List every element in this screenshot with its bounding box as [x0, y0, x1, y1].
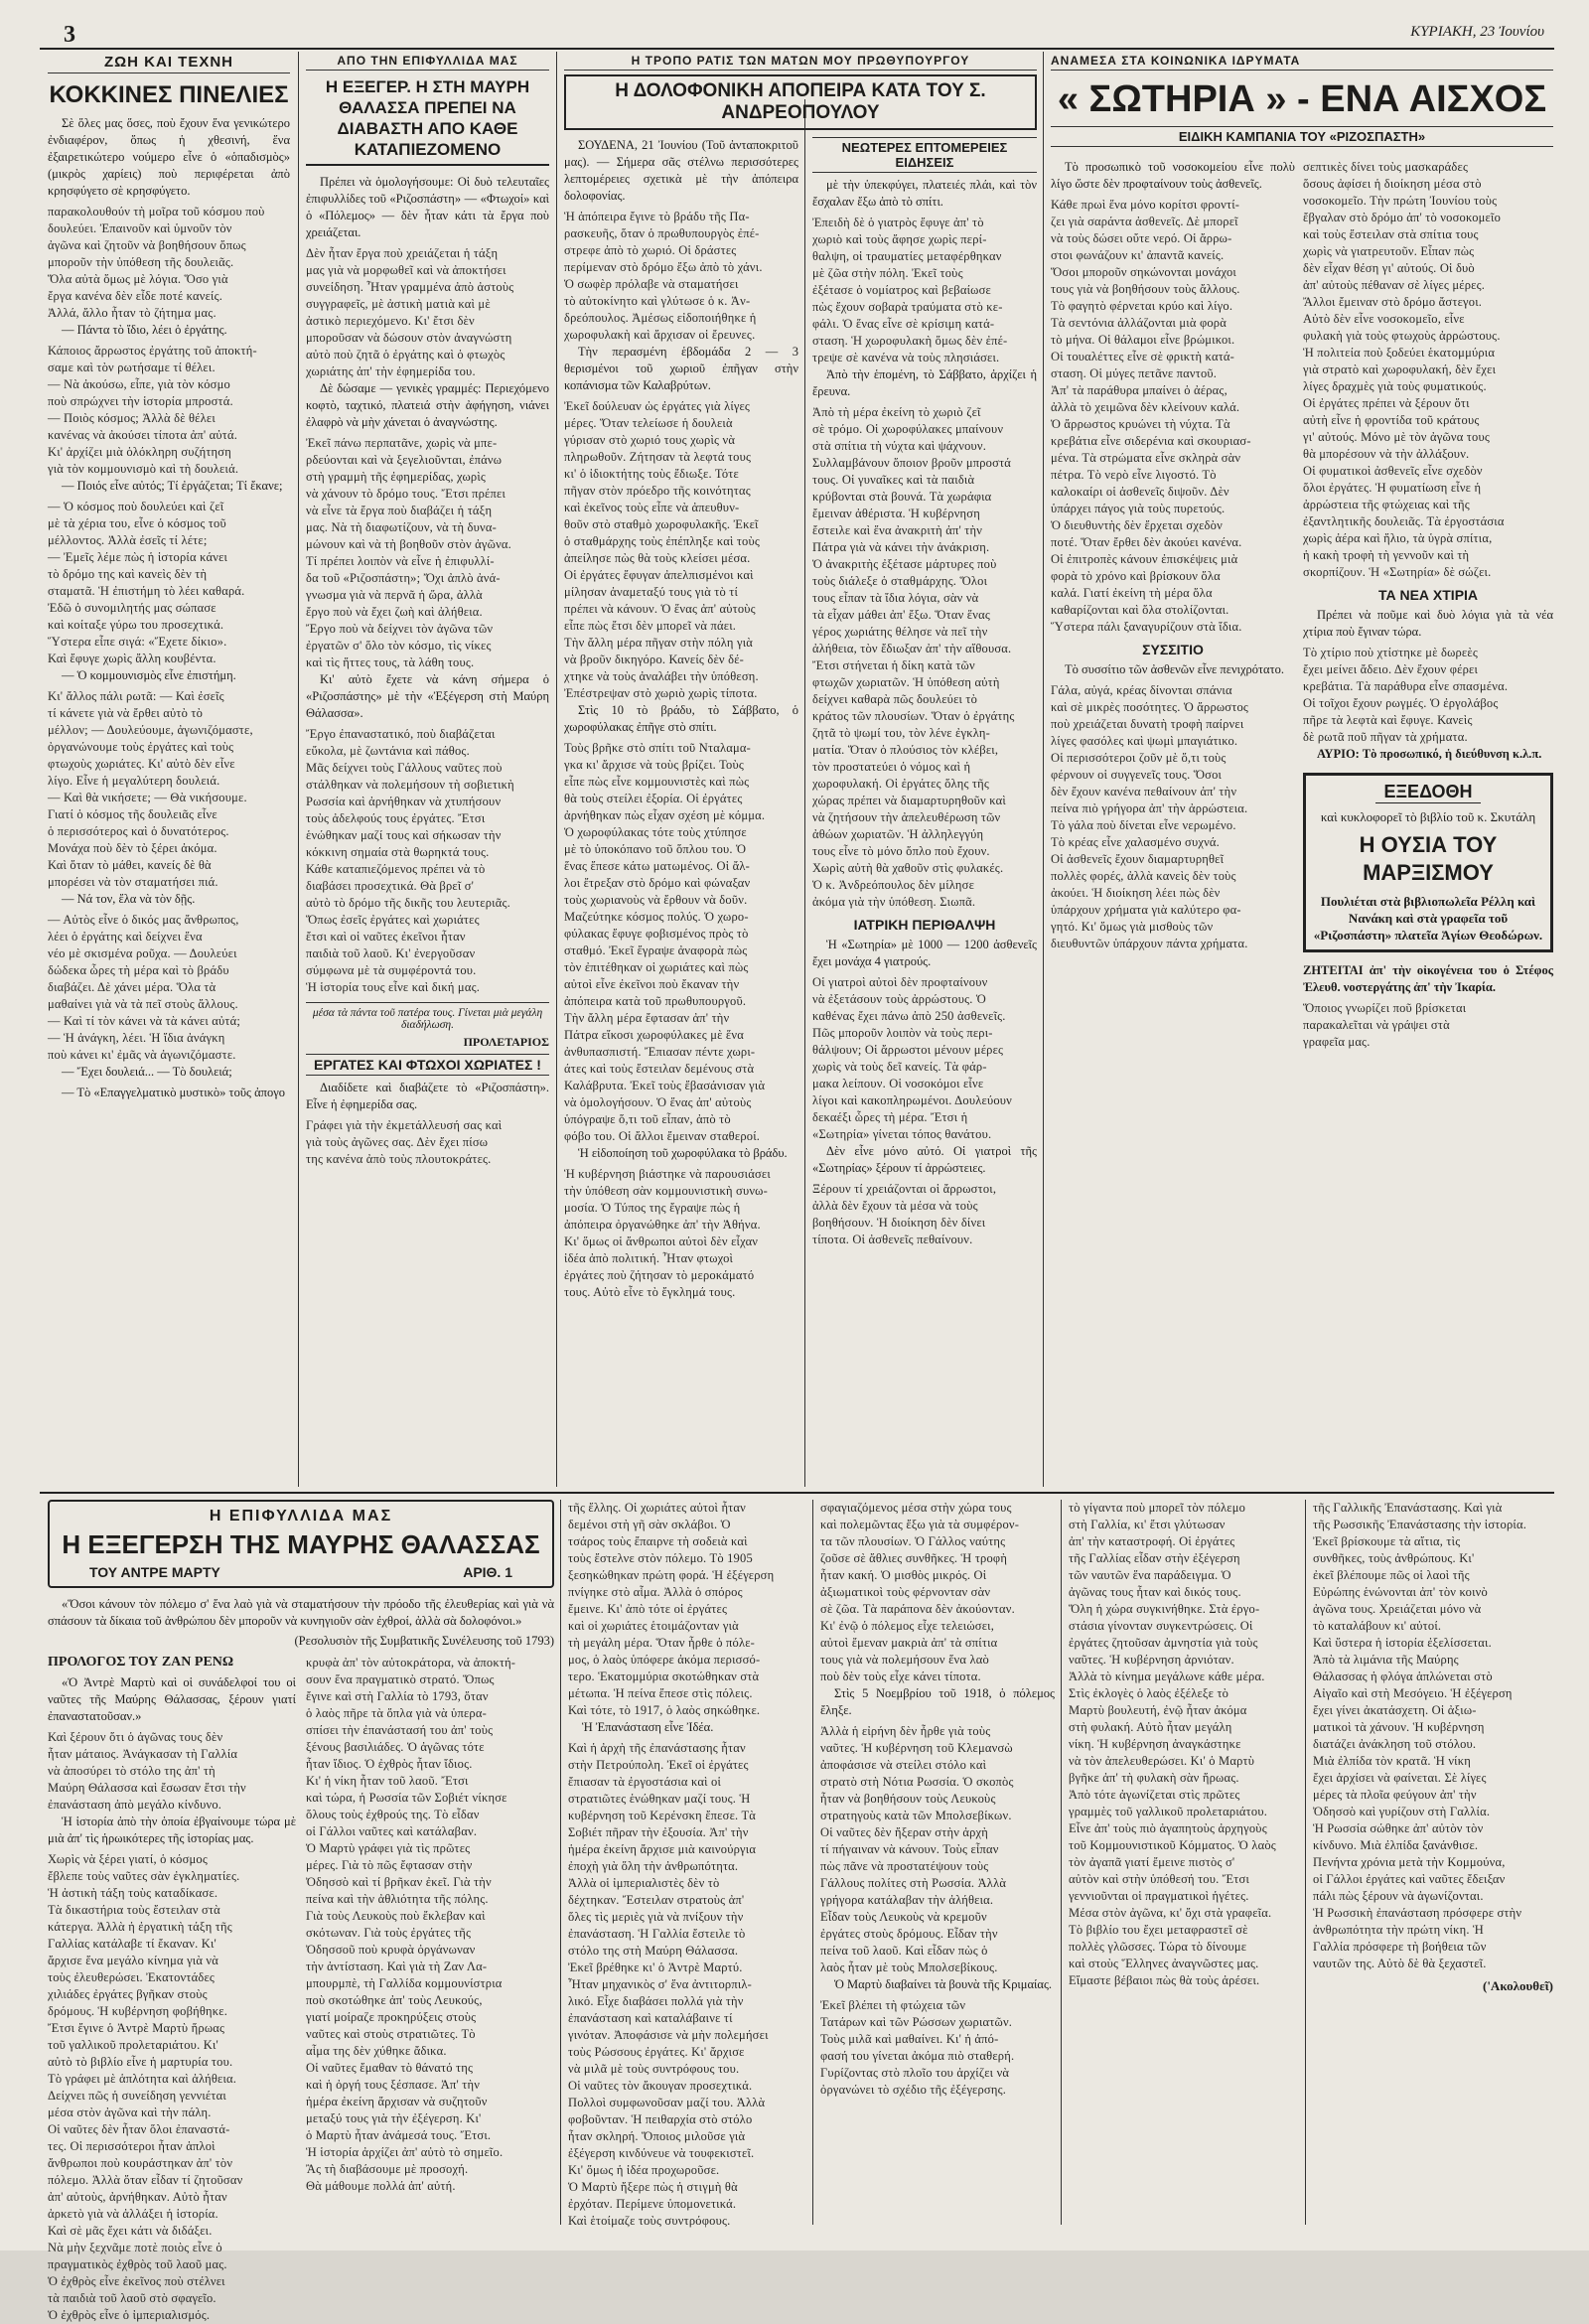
article-paragraph: Σὲ ὅλες μας ὅσες, ποὺ ἔχουν ἕνα γενικώτερο ἐνδιαφέρον, ὅπως ἡ χθεσινή, ἕνα ἐξαιρετικώτερο νούμερο εἶνε ὁ «ὁπαδισμὸς» (μικρὸς χαρίεις) ποὺ περιφέρεται ἀπὸ κρησφύγετο σὲ κρησφύγετο. [48, 116, 290, 198]
article-text-block: Γάλα, αὐγά, κρέας δίνονται σπάνια καὶ σὲ μικρὲς ποσότητες. Ὁ ἄρρωστος ποὺ χρειάζεται δυνατὴ τροφὴ παίρνει λίγες φασόλες καὶ ψωμὶ μπαγιάτικο. Οἱ περισσότεροι ζοῦν μὲ ὅ,τι τοὺς φέρνουν οἱ συγγενεῖς τους. Ὅσοι δὲν ἔχουν κανένα πεθαίνουν ἀπ' τὴν πείνα πιὸ γρήγορα ἀπ' τὴν ἀρρώστεια. Τὸ γάλα ποὺ δίνεται εἶνε νερωμένο. Τὸ κρέας εἶνε χαλασμένο συχνά. Οἱ ἀσθενεῖς ἔχουν διαμαρτυρηθεῖ πολλὲς φορές, ἀλλὰ κανεὶς δὲν τοὺς ἀκούει. Ἡ διοίκηση λέει πὼς δὲν ὑπάρχουν χρήματα γιὰ καλύτερο φα- γητό. Κι' ὅμως γιὰ μισθοὺς τῶν διευθυντῶν ὑπάρχουν πάντα χρήματα. [1051, 683, 1249, 950]
article-headline: ΚΟΚΚΙΝΕΣ ΠΙΝΕΛΙΕΣ [49, 81, 289, 108]
article-text-block: Ἀπὸ τὴ μέρα ἐκείνη τὸ χωριὸ ζεῖ σὲ τρόμο. Οἱ χωροφύλακες μπαίνουν στὰ σπίτια τὴ νύχτα καὶ ψάχνουν. Συλλαμβάνουν ὅποιον βροῦν μπροστά τους. Οἱ γυναῖκες καὶ τὰ παιδιὰ κρύβονται στὰ βουνά. Τὰ χωράφια ἔμειναν ἀθέριστα. Ἡ κυβέρνηση ἔστειλε καὶ ἕνα ἀνακριτὴ ἀπ' τὴν Πάτρα γιὰ νὰ κάνει τὴν ἀνάκριση. Ὁ ἀνακριτὴς ἐξέτασε μάρτυρες ποὺ τοὺς διάλεξε ὁ σταθμάρχης. Ὅλοι τους εἶπαν τὰ ἴδια λόγια, σὰν νὰ τὰ εἶχαν μάθει ἀπ' ἔξω. Ὅταν ἕνας γέρος χωριάτης θέλησε νὰ πεῖ τὴν ἀλήθεια, τὸν ἔδιωξαν ἀπ' τὴν αἴθουσα. Ἔτσι στήνεται ἡ δίκη κατὰ τῶν φτωχῶν χωριατῶν. Ἡ ὑπόθεση αὐτὴ δείχνει καθαρὰ πῶς δουλεύει τὸ κράτος τῶν πλουσίων. Ὅταν ὁ ἐργάτης ζητᾶ τὸ ψωμί του, τὸν λένε ἐγκλη- ματία. Ὅταν ὁ πλούσιος τὸν κλέβει, τὸν προστατεύει ὁ νόμος καὶ ἡ χωροφυλακή. Οἱ ἐργάτες ὅλης τῆς χώρας πρέπει νὰ διαμαρτυρηθοῦν καὶ νὰ ζητήσουν τὴν ἀπελευθέρωση τῶν ἀθώων χωριατῶν. Ἡ ἀλληλεγγύη τους εἶνε τὸ μόνο ὅπλο ποὺ ἔχουν. Χωρὶς αὐτὴ θὰ χαθοῦν στὶς φυλακές. Ὁ κ. Ἀνδρεόπουλος δὲν μίλησε ἀκόμα γιὰ τὴν ὑπόθεση. Σιωπᾶ. [812, 405, 1015, 909]
serial-epigraph: «Ὅσοι κάνουν τὸν πόλεμο σ' ἕνα λαὸ γιὰ νὰ σταματήσουν τὴν πρόοδο τῆς ἐλευθερίας καὶ γιὰ νὰ σπάσουν τὰ δίκαια τοῦ ἀνθρώπου δὲν μποροῦν νὰ κυνηγιοῦν σὰν ἐχθροί, ἀλλὰ σὰ δολοφόνοι.» [48, 1597, 554, 1628]
article-text-block: Κάποιος ἄρρωστος ἐργάτης τοῦ ἀποκτή- σαμε καὶ τὸν ρωτήσαμε τί θέλει. — Νὰ ἀκούσω, εἶπε, γιὰ τὸν κόσμο ποὺ σπρώχνει τὴν ἱστορία μπροστά. — Ποιὸς κόσμος; Ἀλλὰ δὲ θέλει κανένας νὰ ἀκούσει τίποτα ἀπ' αὐτά. Κι' ἀρχίζει μιὰ ὁλόκληρη συζήτηση γιὰ τὸν κομμουνισμὸ καὶ τὴ δουλειά. [48, 344, 257, 476]
serial-text-block: Καὶ ἡ ἀρχὴ τῆς ἐπανάστασης ἦταν στὴν Πετρούπολη. Ἐκεῖ οἱ ἐργάτες ἔπιασαν τὰ ἐργοστάσια καὶ οἱ στρατιῶτες ἑνώθηκαν μαζί τους. Ἡ κυβέρνηση τοῦ Κερένσκη ἔπεσε. Τὰ Σοβιέτ πῆραν τὴν ἐξουσία. Ἀπ' τὴν ἡμέρα ἐκείνη ἄρχισε μιὰ καινούργια ἐποχὴ γιὰ ὅλη τὴν ἀνθρωπότητα. Ἀλλὰ οἱ ἰμπεριαλιστὲς δὲν τὸ δέχτηκαν. Ἔστειλαν στρατοὺς ἀπ' ὅλες τὶς μεριὲς γιὰ νὰ πνίξουν τὴν ἐπανάσταση. Ἡ Γαλλία ἔστειλε τὸ στόλο της στὴ Μαύρη Θάλασσα. Ἐκεῖ βρέθηκε κι' ὁ Ἀντρὲ Μαρτύ. Ἦταν μηχανικὸς σ' ἕνα ἀντιτορπιλ- λικό. Εἶχε διαβάσει πολλά γιὰ τὴν ἐπανάσταση καὶ καταλάβαινε τί γινόταν. Ἀποφάσισε νὰ μὴν πολεμήσει τοὺς Ρώσσους ἐργάτες. Κι' ἄρχισε νὰ μιλᾶ μὲ τοὺς συντρόφους του. Οἱ ναῦτες τὸν ἄκουγαν προσεχτικά. Πολλοὶ συμφωνοῦσαν μαζί του. Ἀλλὰ φοβοῦνταν. Ἡ πειθαρχία στὸ στόλο ἦταν σκληρή. Ὅποιος μιλοῦσε γιὰ ἐξέγερση κινδύνευε νὰ τουφεκιστεῖ. Κι' ὅμως ἡ ἰδέα προχωροῦσε. Ὁ Μαρτὺ ἤξερε πὼς ἡ στιγμὴ θὰ ἐρχόταν. Περίμενε ὑπομονετικά. Καὶ ἑτοίμαζε τοὺς συντρόφους. [568, 1741, 769, 2228]
article-text-block: Ὅποιος γνωρίζει ποῦ βρίσκεται παρακαλεῖται νὰ γράψει στὰ γραφεῖα μας. [1303, 1001, 1467, 1049]
serial-title: Η ΕΞΕΓΕΡΣΗ ΤΗΣ ΜΑΥΡΗΣ ΘΑΛΑΣΣΑΣ [62, 1529, 540, 1559]
section-heading: ΤΑ ΝΕΑ ΧΤΙΡΙΑ [1377, 587, 1479, 603]
ad-text: Πουλιέται στὰ βιβλιοπωλεῖα Ρέλλη καὶ Νανάκη καὶ στὰ γραφεῖα τοῦ «Ριζοσπάστη» πλατεῖα Ἁγίων Θεοδώρων. [1313, 894, 1543, 943]
serial-column-d [1069, 1500, 1299, 2225]
article-text-block: παρακολουθούν τὴ μοῖρα τοῦ κόσμου ποὺ δουλεύει. Ἐπαινοῦν καὶ ὑμνοῦν τὸν ἀγῶνα καὶ ζητοῦν νὰ βοηθήσουν ὅπως μποροῦν τὴν ὑπόθεση τῆς δουλειᾶς. Ὅλα αὐτὰ ὅμως μὲ λόγια. Ὅσο γιὰ ἔργα κανένα δὲν εἶδε ποτέ κανείς. Ἀλλά, ἄλλο ἦταν τὸ ζήτημα μας. [48, 205, 265, 320]
section-kicker: ΖΩΗ ΚΑΙ ΤΕΧΝΗ [48, 54, 290, 73]
section-heading: ΙΑΤΡΙΚΗ ΠΕΡΙΘΑΛΨΗ [853, 917, 996, 933]
section-kicker: ΑΠΟ ΤΗΝ ΕΠΙΦΥΛΛΙΔΑ ΜΑΣ [306, 54, 549, 71]
article-text-block: Τοὺς βρῆκε στὸ σπίτι τοῦ Νταλαμα- γκα κι' ἄρχισε νὰ τοὺς βρίζει. Τοὺς εἶπε πὼς εἶνε κομμουνιστὲς καὶ πὼς θὰ τοὺς στείλει ἐξορία. Οἱ ἐργάτες ἀρνήθηκαν πὼς εἶχαν σχέση μὲ κόμμα. Ὁ χωροφύλακας τότε τοὺς χτύπησε μὲ τὸ ὑποκόπανο τοῦ ὅπλου του. Ὁ ἕνας ἔπεσε κάτω ματωμένος. Οἱ ἄλ- λοι ἔτρεξαν στὸ δρόμο καὶ φώναξαν τοὺς χωριανοὺς νὰ ἔρθουν νὰ δοῦν. Μαζεύτηκε κόσμος πολύς. Ὁ χωρο- φύλακας ἔφυγε φοβισμένος πρὸς τὸ σταθμό. Ἐκεῖ ἔγραψε ἀναφορὰ πὼς τὸν ἐπιτέθηκαν οἱ χωριάτες καὶ πὼς αὐτοὶ εἶνε ἐκεῖνοι ποὺ ἔκαναν τὴν ἀπόπειρα κατὰ τοῦ πρωθυπουργοῦ. Τὴν ἄλλη μέρα ἔφτασαν ἀπ' τὴν Πάτρα εἴκοσι χωροφύλακες μὲ ἕνα ἀνθυπασπιστή. Ἔπιασαν πέντε χωρι- άτες καὶ τοὺς ἔστειλαν δεμένους στὰ Καλάβρυτα. Ἐκεῖ τοὺς ἔβασάνισαν γιὰ νὰ ὁμολογήσουν. Ὁ ἕνας ἀπ' αὐτοὺς ὑπόγραψε ὅ,τι τοῦ εἶπαν, ἀπὸ τὸ φόβο του. Οἱ ἄλλοι ἔμειναν σταθεροί. [564, 741, 766, 1143]
page-number: 3 [64, 22, 75, 48]
article-headline: Η ΕΞΕΓΕΡ. Η ΣΤΗ ΜΑΥΡΗ ΘΑΛΑΣΣΑ ΠΡΕΠΕΙ ΝΑ ΔΙΑΒΑΣΤΗ ΑΠΟ ΚΑΘΕ ΚΑΤΑΠΙΕΖΟΜΕΝΟ [306, 76, 549, 166]
article-paragraph: Τὴν περασμένη ἑβδομάδα 2 — 3 θερισμένοι τοῦ χωριοῦ ἐπῆγαν στὴν κοπάνισμα τῶν Καλαβρύτων. [564, 345, 798, 392]
serial-text-block: Ἀλλὰ ἡ εἰρήνη δὲν ἦρθε γιὰ τοὺς ναῦτες. Ἡ κυβέρνηση τοῦ Κλεμανσὼ ἀποφάσισε νὰ στείλει στόλο καὶ στρατὸ στὴ Νότια Ρωσσία. Ὁ σκοπὸς ἦταν νὰ βοηθήσουν τοὺς Λευκοὺς στρατηγοὺς κατὰ τῶν Μπολσεβίκων. Οἱ ναῦτες δὲν ἤξεραν στὴν ἀρχὴ τί πήγαιναν νὰ κάνουν. Τοὺς εἶπαν πὼς πᾶνε νὰ προστατέψουν τοὺς Γάλλους πολίτες στὴ Ρωσσία. Ἀλλὰ γρήγορα κατάλαβαν τὴν ἀλήθεια. Εἶδαν τοὺς Λευκοὺς νὰ κρεμοῦν ἐργάτες στοὺς δρόμους. Εἶδαν τὴν πείνα τοῦ λαοῦ. Καὶ εἶδαν πὼς ὁ λαὸς ἦταν μὲ τοὺς Μπολσεβίκους. [820, 1724, 1014, 1974]
section-kicker: ΝΕΩΤΕΡΕΣ ΕΠΤΟΜΕΡΕΙΕΣ ΕΙΔΗΣΕΙΣ [812, 137, 1037, 173]
article-paragraph: Στὶς 10 τὸ βράδυ, τὸ Σάββατο, ὁ χωροφύλακας ἐπῆγε στὸ σπίτι. [564, 703, 798, 734]
serial-column-e [1313, 1500, 1553, 2225]
article-text-block: Κάθε πρωὶ ἕνα μόνο κορίτσι φροντί- ζει γιὰ σαράντα ἀσθενεῖς. Δὲ μπορεῖ νὰ τοὺς δώσει οὔτε νερό. Οἱ ἄρρω- στοι φωνάζουν κι' ἀπαντᾶ κανείς. Ὅσοι μποροῦν σηκώνονται μονάχοι τους γιὰ νὰ βοηθήσουν τοὺς ἄλλους. Τὸ φαγητὸ φέρνεται κρύο καὶ λίγο. Τὰ σεντόνια ἀλλάζονται μιὰ φορὰ τὸ μήνα. Οἱ θάλαμοι εἶνε βρώμικοι. Οἱ τουαλέττες εἶνε σὲ φρικτὴ κατά- σταση. Οἱ μύγες πετᾶνε παντοῦ. Ἀπ' τὰ παράθυρα μπαίνει ὁ ἀέρας, ἀλλὰ τὸ χειμῶνα δὲν κλείνουν καλά. Ὁ ἄρρωστος κρυώνει τὴ νύχτα. Τὰ κρεβάτια εἶνε σιδερένια καὶ σκουριασ- μένα. Τὰ στρώματα εἶνε σκληρὰ σὰν πέτρα. Τὸ νερὸ εἶνε λιγοστό. Τὸ καλοκαίρι οἱ ἀσθενεῖς διψοῦν. Δὲν ὑπάρχει πάγος γιὰ τοὺς πυρετούς. Ὁ διευθυντὴς δὲν ἔρχεται σχεδὸν ποτέ. Ὅταν ἔρθει δὲν ἀκούει κανένα. Οἱ ἐπιτροπὲς κάνουν ἐπισκέψεις μιὰ φορὰ τὸ χρόνο καὶ βρίσκουν ὅλα καλά. Γιατί ἐκείνη τὴ μέρα ὅλα καθαρίζονται καὶ ὅλα στολίζονται. Ὕστερα πάλι ξαναγυρίζουν στὰ ἴδια. [1051, 198, 1251, 634]
article-text-block: Κι' ἄλλος πάλι ρωτᾶ: — Καὶ ἐσεῖς τί κάνετε γιὰ νὰ ἔρθει αὐτὸ τὸ μέλλον; — Δουλεύουμε, ἀγωνιζόμαστε, ὀργανώνουμε τοὺς ἐργάτες καὶ τοὺς φτωχοὺς χωριάτες. Κι' αὐτὸ δὲν εἶνε λίγο. Εἶνε ἡ μεγαλύτερη δουλειά. — Καὶ θὰ νικήσετε; — Θὰ νικήσουμε. Γιατί ὁ κόσμος τῆς δουλειᾶς εἶνε ὁ περισσότερος καὶ ὁ δυνατότερος. Μονάχα ποὺ δὲν τὸ ξέρει ἀκόμα. Καὶ ὅταν τὸ μάθει, κανείς δὲ θὰ μπορέσει νὰ τὸν σταματήσει πιά. [48, 689, 253, 889]
issue-date: ΚΥΡΙΑΚΗ, 23 Ἰουνίου [1410, 24, 1544, 40]
article-headline: Η ΔΟΛΟΦΟΝΙΚΗ ΑΠΟΠΕΙΡΑ ΚΑΤΑ ΤΟΥ Σ. ΑΝΔΡΕΟΠΟΥΛΟΥ [564, 74, 1037, 130]
article-signoff: ΠΡΟΛΕΤΑΡΙΟΣ [463, 1035, 549, 1049]
article-subtitle: ΕΙΔΙΚΗ ΚΑΜΠΑΝΙΑ ΤΟΥ «ΡΙΖΟΣΠΑΣΤΗ» [1051, 126, 1553, 147]
serial-prologue-heading: ΠΡΟΛΟΓΟΣ ΤΟΥ ΖΑΝ ΡΕΝΩ [48, 1655, 234, 1670]
column-rule [556, 52, 557, 1487]
article-text-block: Ἐπειδὴ δὲ ὁ γιατρὸς ἔφυγε ἀπ' τὸ χωριὸ καὶ τοὺς ἄφησε χωρὶς περί- θαλψη, οἱ τραυματίες μεταφέρθηκαν μὲ ζῶα στὴν πόλη. Ἐκεῖ τοὺς ἐξέτασε ὁ νομίατρος καὶ βεβαίωσε πὼς ἔχουν σοβαρὰ τραύματα στὸ κε- φάλι. Ὁ ἕνας εἶνε σὲ κρίσιμη κατά- σταση. Ἡ χωροφυλακὴ ὅμως δὲν ἐπέ- τρεψε σὲ κανένα νὰ τοὺς πλησιάσει. [812, 216, 1008, 364]
wanted-notice: ΖΗΤΕΙΤΑΙ ἀπ' τὴν οἰκογένεια του ὁ Στέφος Ἐλευθ. νοστεργάτης ἀπ' τὴν Ἰκαρία. [1303, 963, 1553, 994]
article-text-block: Οἱ γιατροὶ αὐτοὶ δὲν προφταίνουν νὰ ἐξετάσουν τοὺς ἀρρώστους. Ὁ καθένας ἔχει πάνω ἀπὸ 250 ἀσθενεῖς. Πῶς μποροῦν λοιπὸν νὰ τοὺς περι- θάλψουν; Οἱ ἄρρωστοι μένουν μέρες χωρὶς νὰ τοὺς δεῖ κανείς. Τὰ φάρ- μακα λείπουν. Οἱ νοσοκόμοι εἶνε λίγοι καὶ κακοπληρωμένοι. Δουλεύουν δεκαέξι ὧρες τὴ μέρα. Ἔτσι ἡ «Σωτηρία» γίνεται τόπος θανάτου. [812, 975, 1013, 1141]
serial-text-block: κρυφὰ ἀπ' τὸν αὐτοκράτορα, νὰ ἀποκτή- σουν ἕνα πραγματικὸ στρατό. Ὅπως ἔγινε καὶ στὴ Γαλλία τὸ 1793, ὅταν ὁ λαὸς πῆρε τὰ ὅπλα γιὰ νὰ ὑπερα- σπίσει τὴν ἐπανάστασή του ἀπ' τοὺς ξένους βασιλιάδες. Ὁ ἀγῶνας τότε ἦταν ἴδιος. Ὁ ἐχθρὸς ἦταν ἴδιος. Κι' ἡ νίκη ἦταν τοῦ λαοῦ. Ἔτσι καὶ τώρα, ἡ Ρωσσία τῶν Σοβιέτ νίκησε ὅλους τοὺς ἐχθρούς της. Τὸ εἶδαν οἱ Γάλλοι ναῦτες καὶ κατάλαβαν. Ὁ Μαρτὺ γράφει γιὰ τὶς πρῶτες μέρες. Γιὰ τὸ πῶς ἔφτασαν στὴν Ὀδησσὸ καὶ τί βρῆκαν ἐκεῖ. Γιὰ τὴν πείνα καὶ τὴν ἀθλιότητα τῆς πόλης. Γιὰ τοὺς Λευκοὺς ποὺ ἔκλεβαν καὶ σκότωναν. Γιὰ τοὺς ἐργάτες τῆς Ὀδησσοῦ ποὺ κρυφὰ ὀργάνωναν τὴν ἀντίσταση. Καὶ γιὰ τὴ Ζαν Λα- μπουρμπὲ, τὴ Γαλλίδα κομμουνίστρια ποὺ σκοτώθηκε ἀπ' τοὺς Λευκούς, γιατί μοίραζε προκηρύξεις στοὺς ναῦτες καὶ στοὺς στρατιῶτες. Τὸ αἷμα της δὲν χύθηκε ἄδικα. Οἱ ναῦτες ἔμαθαν τὸ θάνατό της καὶ ἡ ὀργή τους ξέσπασε. Ἀπ' τὴν ἡμέρα ἐκείνη ἄρχισαν νὰ συζητοῦν μεταξύ τους γιὰ τὴν ἐξέγερση. Κι' ὁ Μαρτὺ ἦταν ἀνάμεσά τους. Ἔτσι. Ἡ ἱστορία ἀρχίζει ἀπ' αὐτὸ τὸ σημεῖο. Ἂς τὴ διαβάσουμε μὲ προσοχή. Θὰ μάθουμε πολλά ἀπ' αὐτή. [306, 1656, 516, 2193]
article-paragraph: — Ἔχει δουλειά... — Τὸ δουλειά; [62, 1065, 232, 1079]
serial-text-block: σφαγιαζόμενος μέσα στὴν χώρα τους καὶ πολεμῶντας ἔξω γιὰ τὰ συμφέρον- τα τῶν πλουσίων. Ὁ Γάλλος ναύτης ζοῦσε σὲ ἄθλιες συνθῆκες. Ἡ τροφὴ ἦταν κακή. Ὁ μισθὸς μικρός. Οἱ ἀξιωματικοὶ τοὺς φέρνονταν σὰν σὲ ζῶα. Τὰ παράπονα δὲν ἀκούονταν. Κι' ἐνῷ ὁ πόλεμος εἶχε τελειώσει, αὐτοὶ ἔμεναν μακριὰ ἀπ' τὰ σπίτια τους γιὰ νὰ πολεμήσουν ἕνα λαὸ ποὺ δὲν τοὺς εἶχε κάνει τίποτα. [820, 1501, 1020, 1683]
article-text-block: — Ὁ κόσμος ποὺ δουλεύει καὶ ζεῖ μὲ τὰ χέρια του, εἶνε ὁ κόσμος τοῦ μέλλοντος. Ἀλλὰ ἐσεῖς τί λέτε; — Ἐμεῖς λέμε πὼς ἡ ἱστορία κάνει τὸ δρόμο της καὶ κανεὶς δὲν τὴ σταματᾶ. Ἡ ἐπιστήμη τὸ λέει καθαρά. Ἐδῶ ὁ συνομιλητής μας σώπασε καὶ κοίταξε γύρω του προσεχτικά. Ὕστερα εἶπε σιγά: «Ἔχετε δίκιο». Καὶ ἔφυγε χωρὶς ἄλλη κουβέντα. [48, 500, 245, 665]
serial-paragraph: Ἡ Ἐπανάσταση εἶνε Ἰδέα. [582, 1720, 714, 1734]
serial-text-block: Χωρὶς νὰ ξέρει γιατί, ὁ κόσμος ἔβλεπε τοὺς ναῦτες σὰν ἐγκληματίες. Ἡ ἀστικὴ τάξη τοὺς καταδίκασε. Τὰ δικαστήρια τοὺς ἔστειλαν στὰ κάτεργα. Ἀλλὰ ἡ ἐργατικὴ τάξη τῆς Γαλλίας κατάλαβε τί ἔκαναν. Κι' ἄρχισε ἕνα μεγάλο κίνημα γιὰ νὰ τοὺς ἐλευθερώσει. Ἐκατοντάδες χιλιάδες ἐργάτες βγῆκαν στοὺς δρόμους. Ἡ κυβέρνηση φοβήθηκε. Ἔτσι ἔγινε ὁ Ἀντρὲ Μαρτὺ ἥρωας τοῦ γαλλικοῦ προλεταριάτου. Κι' αὐτὸ τὸ βιβλίο εἶνε ἡ μαρτυρία του. Τὸ γράφει μὲ ἁπλότητα καὶ ἀλήθεια. Δείχνει πῶς ἡ συνείδηση γεννιέται μέσα στὸν ἀγῶνα καὶ τὴν πάλη. Οἱ ναῦτες δὲν ἦταν ὅλοι ἐπαναστά- τες. Οἱ περισσότεροι ἦταν ἁπλοὶ ἄνθρωποι ποὺ κουράστηκαν ἀπ' τὸν πόλεμο. Ἀλλὰ ὅταν εἶδαν τί ζητοῦσαν ἀπ' αὐτοὺς, ἀρνήθηκαν. Αὐτὸ ἦταν ἀρκετὸ γιὰ νὰ ἀλλάξει ἡ ἱστορία. Καὶ σὲ μᾶς ἔχει κάτι νὰ διδάξει. Νὰ μὴν ξεχνᾶμε ποτὲ ποιὸς εἶνε ὁ πραγματικὸς ἐχθρὸς τοῦ λαοῦ μας. Ὁ ἐχθρὸς εἶνε ἐκεῖνος ποὺ στέλνει τὰ παιδιὰ τοῦ λαοῦ στὸ σφαγεῖο. Ὁ ἐχθρὸς εἶνε ὁ ἰμπεριαλισμός. [48, 1852, 243, 2322]
article-paragraph: — Νά τον, ἔλα νὰ τὸν δῇς. [62, 892, 196, 906]
article-paragraph: Τὸ συσσίτιο τῶν ἀσθενῶν εἶνε πενιχρότατο. [1065, 662, 1284, 676]
serial-column-b [568, 1500, 806, 2228]
serial-text-block: Ἐκεῖ βλέπει τὴ φτώχεια τῶν Τατάρων καὶ τῶν Ρώσσων χωριατῶν. Τοὺς μιλᾶ καὶ μαθαίνει. Κι' ἡ ἀπό- φασή του γίνεται ἀκόμα πιὸ σταθερή. Γυρίζοντας στὸ πλοῖο του ἀρχίζει νὰ ὀργανώνει τὸ σχέδιο τῆς ἐξέγερσης. [820, 1998, 1015, 2097]
article-text-block: Δὲν ἦταν ἔργα ποὺ χρειάζεται ἡ τάξη μας γιὰ νὰ μορφωθεῖ καὶ νὰ ἀποκτήσει συνείδηση. Ἦταν γραμμένα ἀπὸ ἀστοὺς συγγραφεῖς, μὲ ἀστικὴ ματιὰ καὶ μὲ ἀστικὸ περιεχόμενο. Κι' ἔτσι δὲν μποροῦσαν νὰ δώσουν στὸν ἀναγνώστη αὐτὸ ποὺ ζητᾶ ὁ ἐργάτης καὶ ὁ φτωχὸς χωριάτης ἀπ' τὴν ἐφημερίδα του. [306, 246, 514, 378]
article-paragraph: Τὸ προσωπικὸ τοῦ νοσοκομείου εἶνε πολὺ λίγο ὥστε δὲν προφταίνουν τοὺς ἀσθενεῖς. [1051, 160, 1295, 191]
article-paragraph: ΣΟΥΔΕΝΑ, 21 Ἰουνίου (Τοῦ ἀνταποκριτοῦ μας). — Σήμερα σᾶς στέλνω περισσότερες λεπτομέρειες σχετικὰ μὲ τὴν ἀπόπειρα δολοφονίας. [564, 138, 798, 203]
article-text-block: σεπτικὲς δίνει τοὺς μασκαράδες ὅσους ἀφίσει ἡ διοίκηση μέσα στὸ νοσοκομεῖο. Τὴν πρώτη Ἰουνίου τοὺς ἔβγαλαν στὸ δρόμο ἀπ' τὸ νοσοκομεῖο καὶ τοὺς ἔστειλαν στὰ σπίτια τους χωρὶς νὰ γιατρευτοῦν. Εἶπαν πὼς δὲν εἶχαν θέση γι' αὐτούς. Οἱ δυὸ ἀπ' αὐτοὺς πέθαναν σὲ λίγες μέρες. Ἄλλοι ἔμειναν στὸ δρόμο ἄστεγοι. Αὐτὸ δὲν εἶνε νοσοκομεῖο, εἶνε φυλακὴ γιὰ τοὺς φτωχοὺς ἀρρώστους. Ἡ πολιτεία ποὺ ξοδεύει ἑκατομμύρια γιὰ στρατὸ καὶ χωροφυλακή, δὲν ἔχει λίγες δραχμὲς γιὰ τοὺς φυματικούς. Οἱ ἐργάτες πρέπει νὰ ξέρουν ὅτι αὐτὴ εἶνε ἡ φροντίδα τοῦ κράτους γι' αὐτούς. Μόνο μὲ τὸν ἀγῶνα τους θὰ μπορέσουν νὰ τὴν ἀλλάξουν. Οἱ φυματικοὶ ἀσθενεῖς εἶνε σχεδὸν ὅλοι ἐργάτες. Ἡ φυματίωση εἶνε ἡ ἀρρώστεια τῆς φτώχειας καὶ τῆς ἐξαντλητικῆς δουλειᾶς. Τὰ ἐργοστάσια χωρὶς ἀέρα καὶ ἥλιο, τὰ ὑγρὰ σπίτια, ἡ κακὴ τροφὴ τὴ γεννοῦν καὶ τὴ σκορπίζουν. Ἡ «Σωτηρία» δὲ σώζει. [1303, 160, 1505, 579]
article-text-block: — Αὐτὸς εἶνε ὁ δικός μας ἄνθρωπος, λέει ὁ ἐργάτης καὶ δείχνει ἕνα νέο μὲ σκισμένα ροῦχα. — Δουλεύει δώδεκα ὧρες τὴ μέρα καὶ τὸ βράδυ διαβάζει. Δὲ χάνει μέρα. Ὅλα τὰ μαθαίνει γιὰ νὰ τὰ πεῖ στοὺς ἄλλους. — Καὶ τί τὸν κάνει νὰ τὰ κάνει αὐτά; — Ἡ ἀνάγκη, λέει. Ἡ ἴδια ἀνάγκη ποὺ κάνει κι' ἐμᾶς νὰ ἀγωνιζόμαστε. [48, 913, 241, 1062]
page-header [40, 20, 1554, 50]
article-text-block: Γράφει γιὰ τὴν ἐκμετάλλευσή σας καὶ γιὰ τοὺς ἀγῶνες σας. Δὲν ἔχει πίσω της κανένα ἀπὸ τοὺς πλουτοκράτες. [306, 1118, 503, 1166]
section-kicker: Η ΤΡΟΠΟ ΡΑΤΙΣ ΤΩΝ ΜΑΤΩΝ ΜΟΥ ΠΡΩΘΥΠΟΥΡΓΟΥ [564, 54, 1037, 71]
ad-text: καὶ κυκλοφορεῖ τὸ βιβλίο τοῦ κ. Σκυτάλη [1320, 809, 1536, 824]
serial-text-block: τῆς Γαλλικῆς Ἐπανάστασης. Καὶ γιὰ τῆς Ρωσσικῆς Ἐπανάστασης τὴν ἱστορία. Ἐκεῖ βρίσκουμε τὰ αἴτια, τὶς συνθῆκες, τοὺς ἀνθρώπους. Κι' ἐκεῖ βλέπουμε πῶς οἱ λαοὶ τῆς Εὐρώπης ἑνώνονται ἀπ' τὸν κοινὸ ἀγῶνα τους. Χρειάζεται μόνο νὰ τὸ καταλάβουν κι' αὐτοί. Καὶ ὕστερα ἡ ἱστορία ἐξελίσσεται. Ἀπὸ τὰ λιμάνια τῆς Μαύρης Θάλασσας ἡ φλόγα ἁπλώνεται στὸ Αἰγαῖο καὶ στὴ Μεσόγειο. Ἡ ἐξέγερση ἔχει γίνει ἀκατάσχετη. Οἱ ἀξιω- ματικοὶ τὰ χάνουν. Ἡ κυβέρνηση διατάζει ἀνάκληση τοῦ στόλου. Μιὰ ἐλπίδα τὸν κρατᾶ. Ἡ νίκη ἔχει ἀρχίσει νὰ φαίνεται. Σὲ λίγες μέρες τὰ πλοῖα φεύγουν ἀπ' τὴν Ὀδησσὸ καὶ γυρίζουν στὴ Γαλλία. Ἡ Ρωσσία σώθηκε ἀπ' αὐτὸν τὸν κίνδυνο. Μιὰ ἐλπίδα ξανάνθισε. Πενήντα χρόνια μετὰ τὴν Κομμούνα, οἱ Γάλλοι ἐργάτες καὶ ναῦτες ἔδειξαν πάλι πὼς ξέρουν νὰ ἀγωνίζονται. Ἡ Ρωσσικὴ ἐπανάσταση πρόσφερε στὴν ἀνθρωπότητα τὴν πρώτη νίκη. Ἡ Γαλλία πρόσφερε τὴ βοήθεια τῶν ναυτῶν της. Αὐτὸ δὲ θὰ ξεχαστεῖ. [1313, 1501, 1527, 1970]
ad-announcement: ΕΞΕΔΟΘΗ [1375, 782, 1480, 803]
article-text-block: Τὸ χτίριο ποὺ χτίστηκε μὲ δωρεὲς ἔχει μείνει ἄδειο. Δὲν ἔχουν φέρει κρεβάτια. Τὰ παράθυρα εἶνε σπασμένα. Οἱ τοῖχοι ἔχουν ρωγμές. Ὁ ἐργολάβος πῆρε τὰ λεφτὰ καὶ ἔφυγε. Κανεὶς δὲ ρωτᾶ ποῦ πῆγαν τὰ χρήματα. [1303, 646, 1509, 744]
section-divider [40, 1492, 1554, 1494]
book-advertisement [1303, 773, 1553, 952]
article-header-attempt [564, 54, 1037, 133]
article-text-block: Ἔργο ἐπαναστατικό, ποὺ διαβάζεται εὔκολα, μὲ ζωντάνια καὶ πάθος. Μᾶς δείχνει τοὺς Γάλλους ναῦτες ποὺ στάλθηκαν νὰ πολεμήσουν τὴ σοβιετικὴ Ρωσσία καὶ ἀρνήθηκαν νὰ χτυπήσουν τοὺς ἀδελφούς τους ἐργάτες. Ἔτσι ἑνώθηκαν μαζί τους καὶ σήκωσαν τὴν κόκκινη σημαία στὰ θωρηκτά τους. Κάθε καταπιεζόμενος πρέπει νὰ τὸ διαβάσει προσεχτικά. Θὰ βρεῖ σ' αὐτὸ τὸ δρόμο τῆς δικῆς του λευτεριᾶς. Ὅπως ἐσεῖς ἐργάτες καὶ χωριάτες ἔτσι καὶ οἱ ναῦτες ἐκεῖνοι ἦταν παιδιὰ τοῦ λαοῦ. Κι' ἐνεργοῦσαν σύμφωνα μὲ τὰ συμφέροντά του. Ἡ ἱστορία τους εἶνε καὶ δική μας. [306, 727, 514, 994]
serial-continued: ('Ακολουθεῖ) [1482, 1978, 1553, 1993]
serial-text-block: τὸ γίγαντα ποὺ μπορεῖ τὸν πόλεμο στὴ Γαλλία, κι' ἔτσι γλύτωσαν ἀπ' τὴν καταστροφή. Οἱ ἐργάτες τῆς Γαλλίας εἶδαν στὴν ἐξέγερση τῶν ναυτῶν ἕνα παράδειγμα. Ὁ ἀγῶνας τους ἦταν καὶ δικός τους. Ὅλη ἡ χώρα συγκινήθηκε. Στὰ ἐργο- στάσια γίνονταν συγκεντρώσεις. Οἱ ἐργάτες ζητοῦσαν ἀμνηστία γιὰ τοὺς ναῦτες. Ἡ κυβέρνηση ἀρνιόταν. Ἀλλὰ τὸ κίνημα μεγάλωνε κάθε μέρα. Στὶς ἐκλογὲς ὁ λαὸς ἐξέλεξε τὸ Μαρτὺ βουλευτή, ἐνῷ ἦταν ἀκόμα στὴ φυλακή. Αὐτὸ ἦταν μεγάλη νίκη. Ἡ κυβέρνηση ἀναγκάστηκε νὰ τὸν ἀπελευθερώσει. Κι' ὁ Μαρτὺ βγῆκε ἀπ' τὴ φυλακὴ σὰν ἥρωας. Ἀπὸ τότε ἀγωνίζεται στὶς πρῶτες γραμμὲς τοῦ γαλλικοῦ προλεταριάτου. Εἶνε ἀπ' τοὺς πιὸ ἀγαπητοὺς ἀρχηγοὺς τοῦ Κομμουνιστικοῦ Κόμματος. Ὁ λαὸς τὸν ἀγαπᾶ γιατί ἔμεινε πιστὸς σ' αὐτὸν καὶ στὴν ὑπόθεσή του. Ἔτσι γεννιοῦνται οἱ πραγματικοὶ ἡγέτες. Μέσα στὸν ἀγῶνα, κι' ὄχι στὰ γραφεῖα. Τὸ βιβλίο του ἔχει μεταφραστεῖ σὲ πολλὲς γλῶσσες. Τώρα τὸ δίνουμε καὶ στοὺς Ἕλληνες ἀναγνῶστες μας. Εἴμαστε βέβαιοι πὼς θὰ τοὺς ἀρέσει. [1069, 1501, 1276, 1987]
serial-column-c [820, 1500, 1055, 2225]
article-headline: « ΣΩΤΗΡΙΑ » - ΕΝΑ ΑΙΣΧΟΣ [1057, 78, 1547, 120]
article-text-block: Ἐκεῖ πάνω περπατᾶνε, χωρὶς νὰ μπε- ρδεύονται καὶ νὰ ξεγελιοῦνται, ἐπάνω στὴ γραμμὴ τῆς ἐφημερίδας, χωρὶς νὰ χάνουν τὸ δρόμο τους. Ἔτσι πρέπει νὰ εἶνε τὰ ἔργα ποὺ διαβάζει ἡ τάξη μας. Νὰ τὴ διαφωτίζουν, νὰ τὴ δυνα- μώνουν καὶ νὰ τὴ βοηθοῦν στὸν ἀγῶνα. Τί πρέπει λοιπὸν νὰ εἶνε ἡ ἐπιφυλλί- δα τοῦ «Ριζοσπάστη»; Ὄχι ἀπλὸ ἀνά- γνωσμα γιὰ νὰ περνᾶ ἡ ὥρα, ἀλλὰ ἔργο ποὺ νὰ ἔχει ζωὴ καὶ ἀλήθεια. Ἔργο ποὺ νὰ δείχνει τὸν ἀγῶνα τῶν ἐργατῶν σ' ὅλο τὸν κόσμο, τὶς νίκες καὶ τὶς ἥττες τους, τὰ λάθη τους. [306, 436, 511, 669]
article-paragraph: — Πάντα τὸ ἴδιο, λέει ὁ ἐργάτης. [62, 323, 227, 337]
serial-paragraph: «Ὁ Ἀντρὲ Μαρτὺ καὶ οἱ συνάδελφοί του οἱ ναῦτες τῆς Μαύρης Θάλασσας, ξέρουν γιατί ἐπαναστατοῦσαν.» [48, 1675, 296, 1723]
article-paragraph: — Ποιός εἶνε αὐτός; Τί ἐργάζεται; Τί ἔκανε; [62, 479, 283, 493]
appeal-headline: ΕΡΓΑΤΕΣ ΚΑΙ ΦΤΩΧΟΙ ΧΩΡΙΑΤΕΣ ! [306, 1054, 549, 1076]
column-rule [1305, 1500, 1306, 2225]
column-serial-promo [306, 54, 549, 1484]
article-paragraph: Ἡ «Σωτηρία» μὲ 1000 — 1200 ἀσθενεῖς ἔχει μονάχα 4 γιατρούς. [812, 938, 1037, 968]
article-paragraph: Διαδίδετε καὶ διαβάζετε τὸ «Ριζοσπάστη». Εἶνε ἡ ἐφημερίδα σας. [306, 1081, 549, 1111]
column-rule [560, 1500, 561, 2225]
footnote: μέσα τὰ πάντα τοῦ πατέρα τους. Γίνεται μιὰ μεγάλη διαδήλωση. [306, 1002, 549, 1031]
column-rule [1061, 1500, 1062, 2225]
serial-kicker: Η ΕΠΙΦΥΛΛΙΔΑ ΜΑΣ [209, 1508, 393, 1525]
article-paragraph: Δὲν εἶνε μόνο αὐτό. Οἱ γιατροὶ τῆς «Σωτηρίας» ξέρουν τί ἀρρώστειες. [812, 1144, 1037, 1175]
column-art-and-life [48, 54, 290, 1484]
article-paragraph: Δὲ δώσαμε — γενικὲς γραμμές: Περιεχόμενο κοφτὸ, ταχτικό, πλατειά στὴν ἀφήγηση, νιάνει ἐλαφρὸ νὰ μὴν χάνεται ὁ ἀναγνώστης. [306, 381, 549, 429]
article-text-block: Ἡ ἀπόπειρα ἔγινε τὸ βράδυ τῆς Πα- ρασκευῆς, ὅταν ὁ πρωθυπουργὸς ἐπέ- στρεφε ἀπὸ τὸ χωριό. Οἱ δράστες περίμεναν στὸ δρόμο ἔξω ἀπὸ τὸ χάνι. Ὁ σωφὲρ πρόλαβε νὰ σταματήσει τὸ αὐτοκίνητο καὶ γλύτωσε ὁ κ. Ἀν- δρεόπουλος. Ἀμέσως εἰδοποιήθηκε ἡ χωροφυλακὴ καὶ ἄρχισαν οἱ ἔρευνες. [564, 210, 763, 342]
article-paragraph: ΑΥΡΙΟ: Τὸ προσωπικό, ἡ διεύθυνση κ.λ.π. [1317, 747, 1542, 761]
article-paragraph: Πρέπει νὰ ποῦμε καὶ δυὸ λόγια γιὰ τὰ νέα χτίρια ποὺ ἔγιναν τώρα. [1303, 608, 1553, 639]
article-paragraph: Ἀπὸ τὴν ἑπομένη, τὸ Σάββατο, ἀρχίζει ἡ ἔρευνα. [812, 367, 1037, 398]
column-sotiria-b [1303, 159, 1553, 1484]
column-rule [298, 52, 299, 1487]
serial-author: ΤΟΥ ΑΝΤΡΕ ΜΑΡΤΥ [89, 1564, 220, 1580]
section-heading: ΣΥΣΣΙΤΙΟ [1142, 642, 1204, 657]
serial-paragraph: Στὶς 5 Νοεμβρίου τοῦ 1918, ὁ πόλεμος ἔληξε. [820, 1686, 1055, 1717]
column-sotiria-a [1051, 159, 1295, 1484]
column-rule [1043, 52, 1044, 1487]
article-paragraph: Πρέπει νὰ ὁμολογήσουμε: Οἱ δυὸ τελευταῖες ἐπιφυλλίδες τοῦ «Ριζοσπάστη» — «Φτωχοί» καὶ ὁ «Πόλεμος» — δὲν ἦταν κάτι τὰ ἔργα ποὺ χρειάζεται. [306, 175, 549, 239]
article-text-block: Ξέρουν τί χρειάζονται οἱ ἄρρωστοι, ἀλλὰ δὲν ἔχουν τὰ μέσα νὰ τοὺς βοηθήσουν. Ἡ διοίκηση δὲν δίνει τίποτα. Οἱ ἀσθενεῖς πεθαίνουν. [812, 1182, 997, 1246]
column-rule [804, 99, 805, 1487]
article-paragraph: Κι' αὐτὸ ἔχετε νὰ κάνη σήμερα ὁ «Ριζοσπάστης» μὲ τὴν «Ἐξέγερση στὴ Μαύρη Θάλασσα». [306, 672, 549, 720]
column-latest-details [812, 137, 1037, 1484]
serial-epigraph-source: (Ρεσολυσιὸν τῆς Συμβατικῆς Συνέλευσης τοῦ 1793) [294, 1634, 554, 1648]
serial-paragraph: Ἡ ἱστορία ἀπὸ τὴν ὁποία ἐβγαίνουμε τώρα μὲ μιὰ ἀπ' τὶς ἡρωικότερες τῆς ἱστορίας μας. [48, 1815, 296, 1845]
serial-title-box [48, 1500, 554, 1588]
column-attempt-report [564, 137, 798, 1484]
serial-column-a [48, 1500, 554, 2322]
article-paragraph: — Ὁ κομμουνισμὸς εἶνε ἐπιστήμη. [62, 668, 236, 682]
article-paragraph: μὲ τὴν ὑπεκφύγει, πλατειές πλάι, καὶ τὸν ἔσχαλαν ἔξω ἀπὸ τὸ σπίτι. [812, 178, 1037, 209]
serial-text-block: τῆς ἔλλης. Οἱ χωριάτες αὐτοὶ ἦταν δεμένοι στὴ γῆ σὰν σκλάβοι. Ὁ τσάρος τοὺς ἔπαιρνε τὴ σοδειὰ καὶ τοὺς ἔστελνε στὸν πόλεμο. Τὸ 1905 ξεσηκώθηκαν πρώτη φορά. Ἡ ἐξέγερση πνίγηκε στὸ αἷμα. Ἀλλὰ ὁ σπόρος ἔμεινε. Κι' ἀπὸ τότε οἱ ἐργάτες καὶ οἱ χωριάτες ἑτοιμάζονταν γιὰ τὴ μεγάλη μέρα. Ὅταν ἦρθε ὁ πόλε- μος, ὁ λαὸς ὑπόφερε ἀκόμα περισσό- τερο. Ἑκατομμύρια σκοτώθηκαν στὰ μέτωπα. Ἡ πείνα ἔπεσε στὶς πόλεις. Καὶ τότε, τὸ 1917, ὁ λαὸς σηκώθηκε. [568, 1501, 775, 1717]
column-rule [812, 1500, 813, 2225]
serial-text-block: Καὶ ξέρουν ὅτι ὁ ἀγῶνας τους δὲν ἦταν μάταιος. Ἀνάγκασαν τὴ Γαλλία νὰ ἀποσύρει τὸ στόλο της ἀπ' τὴ Μαύρη Θάλασσα καὶ ἔσωσαν ἔτσι τὴν ἐπανάσταση ἀπὸ μεγάλο κίνδυνο. [48, 1730, 246, 1812]
article-paragraph: Ἡ εἰδοποίηση τοῦ χωροφύλακα τὸ βράδυ. [578, 1146, 788, 1160]
section-kicker: ΑΝΑΜΕΣΑ ΣΤΑ ΚΟΙΝΩΝΙΚΑ ΙΔΡΥΜΑΤΑ [1051, 54, 1553, 71]
ad-book-title: Η ΟΥΣΙΑ ΤΟΥ ΜΑΡΞΙΣΜΟΥ [1359, 832, 1498, 885]
serial-number: ΑΡΙΘ. 1 [463, 1564, 512, 1580]
article-paragraph: — Τὸ «Επαγγελματικὸ μυστικὸ» τοῦς ἀπογο [62, 1086, 285, 1099]
serial-paragraph: Ὁ Μαρτὺ διαβαίνει τὰ βουνὰ τῆς Κριμαίας. [834, 1977, 1053, 1991]
article-text-block: Ἡ κυβέρνηση βιάστηκε νὰ παρουσιάσει τὴν ὑπόθεση σὰν κομμουνιστικὴ συνω- μοσία. Ὁ Τύπος της ἔγραψε πὼς ἡ ἀπόπειρα ὀργανώθηκε ἀπ' τὴν Ἀθήνα. Κι' ὅμως οἱ ἄνθρωποι αὐτοὶ δὲν εἶχαν ἰδέα ἀπὸ πολιτική. Ἦταν φτωχοὶ ἐργάτες ποὺ ζήτησαν τὸ μεροκάματό τους. Αὐτὸ εἶνε τὸ ἔγκλημά τους. [564, 1167, 771, 1299]
article-text-block: Ἐκεῖ δούλευαν ὡς ἐργάτες γιὰ λίγες μέρες. Ὅταν τελείωσε ἡ δουλειὰ γύρισαν στὸ χωριό τους χωρὶς νὰ πληρωθοῦν. Ζήτησαν τὰ λεφτά τους κι' ὁ ἰδιοκτήτης τοὺς ἔδιωξε. Τότε πῆγαν στὸν πρόεδρο τῆς κοινότητας καὶ ἐκεῖνος τοὺς εἶπε νὰ ἀπευθυν- θοῦν στὸ σταθμὸ χωροφυλακῆς. Ἐκεῖ ὁ σταθμάρχης τοὺς ἐπέπληξε καὶ τοὺς ἀπείλησε πὼς θὰ τοὺς κλείσει μέσα. Οἱ ἐργάτες ἔφυγαν ἀπελπισμένοι καὶ μίλησαν ἀναμεταξύ τους γιὰ τὸ τί πρέπει νὰ κάνουν. Ὁ ἕνας ἀπ' αὐτοὺς εἶπε πὼς ἔτσι δὲν μπορεῖ νὰ πάει. Τὴν ἄλλη μέρα πῆγαν στὴν πόλη γιὰ νὰ βροῦν δικηγόρο. Κανείς δὲν δέ- χτηκε νὰ τοὺς ἀναλάβει τὴν ὑπόθεση. Ἐπέστρεψαν στὸ χωριὸ χωρὶς τίποτα. [564, 399, 761, 700]
